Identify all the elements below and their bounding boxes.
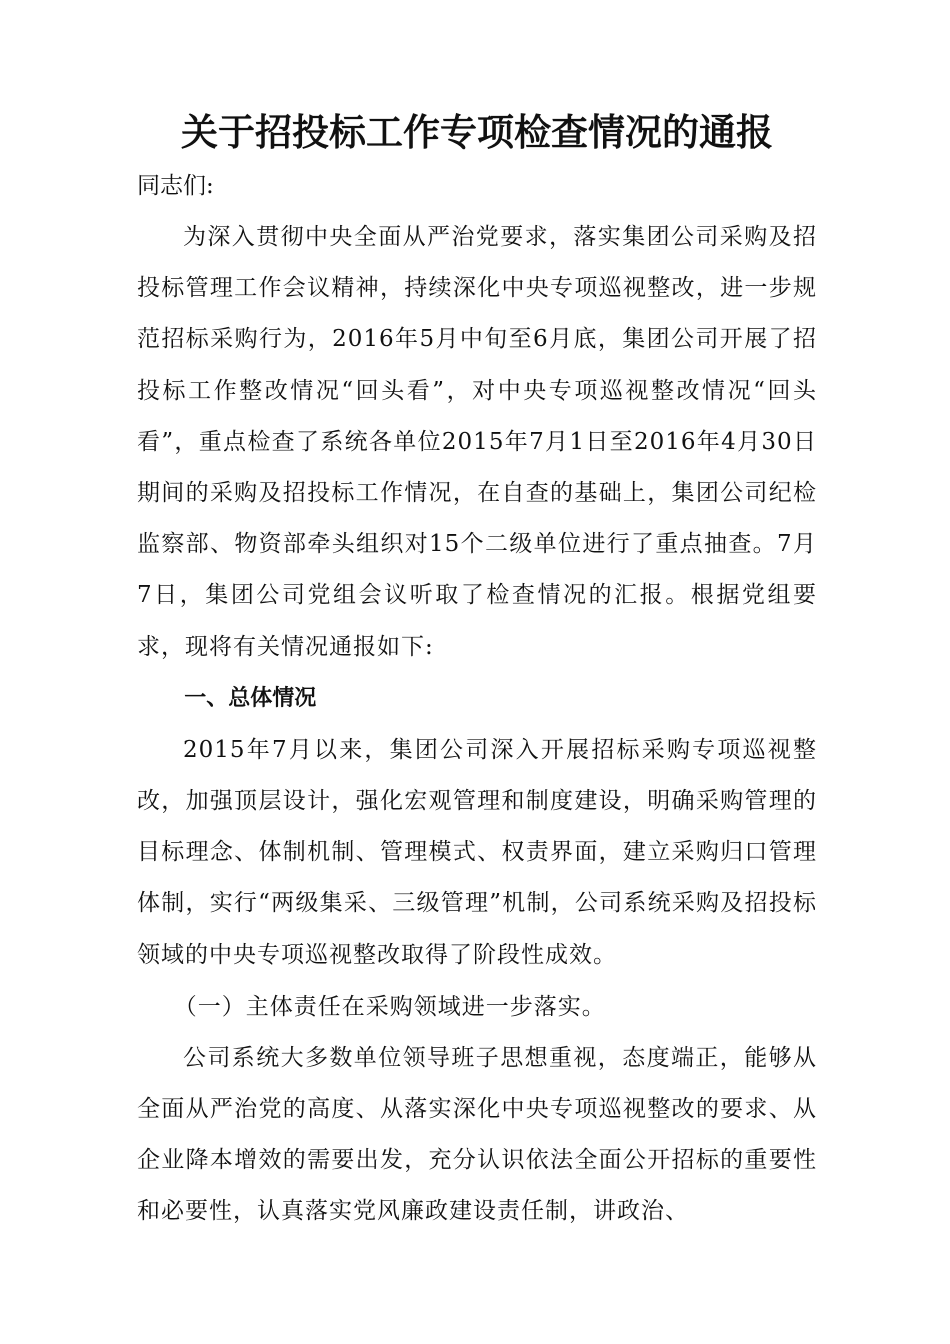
section-heading-overall: 一、总体情况: [184, 685, 317, 711]
salutation: 同志们:: [137, 173, 214, 199]
document-title: 关于招投标工作专项检查情况的通报: [181, 110, 773, 154]
document-body: [137, 104, 817, 1238]
subsection-heading-responsibility: （一）主体责任在采购领域进一步落实。: [173, 993, 606, 1020]
intro-paragraph: 为深入贯彻中央全面从严治党要求，落实集团公司采购及招投标管理工作会议精神，持续深化中央专项巡视整改，进一步规范招标采购行为，2016年5月中旬至6月底，集团公司开展了招投标工作整改情况“回头看”，对中央专项巡视整改情况“回头看”，重点检查了系统各单位2015年7月1日至2016年4月30日期间的采购及招投标工作情况，在自查的基础上，集团公司纪检监察部、物资部牵头组织对15个二级单位进行了重点抽查。7月7日，集团公司党组会议听取了检查情况的汇报。根据党组要求，现将有关情况通报如下:: [137, 224, 817, 660]
overall-paragraph: 2015年7月以来，集团公司深入开展招标采购专项巡视整改，加强顶层设计，强化宏观管理和制度建设，明确采购管理的目标理念、体制机制、管理模式、权责界面，建立采购归口管理体制，实行“两级集采、三级管理”机制，公司系统采购及招投标领域的中央专项巡视整改取得了阶段性成效。: [137, 736, 817, 968]
responsibility-paragraph: 公司系统大多数单位领导班子思想重视，态度端正，能够从全面从严治党的高度、从落实深化中央专项巡视整改的要求、从企业降本增效的需要出发，充分认识依法全面公开招标的重要性和必要性，认真落实党风廉政建设责任制，讲政治、: [137, 1044, 817, 1225]
